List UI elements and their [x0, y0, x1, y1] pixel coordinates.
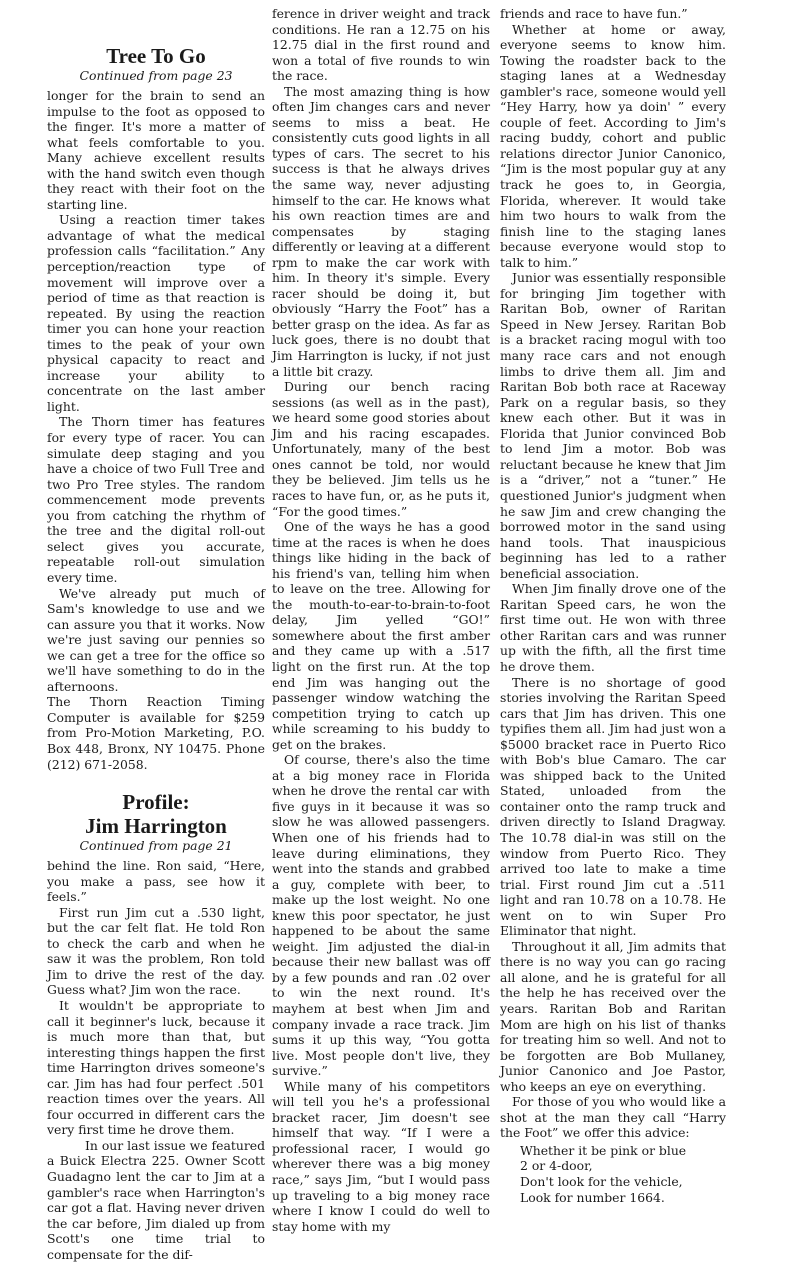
paragraph: Junior was essentially responsible for bringing Jim together with Raritan Bob, owner of Raritan Speed in New Jersey. Raritan Bob is a bracket racing mogul with too many race cars and not enough limbs to drive them all. Jim and Raritan Bob both race at Raceway Park on a regular basis, so they knew each other. But it was in Florida that Junior convinced Bob to lend Jim a motor. Bob was reluctant because he knew that Jim is a “driver,” not a “tuner.” He questioned Junior's judgment when he saw Jim and crew changing the borrowed motor in the sand using hand tools. That inauspicious beginning has led to a rather beneficial association.: [500, 270, 726, 581]
poem-line: Whether it be pink or blue: [520, 1142, 687, 1158]
paragraph: The most amazing thing is how often Jim changes cars and never seems to miss a beat. He consistently cuts good lights in all types of cars. The secret to his success is that he always drives the same way, never adjusting himself to the car. He knows what his own reaction times are and compensates by staging differently or leaving at a different rpm to make the car work with him. In theory it's simple. Every racer should be doing it, but obviously “Harry the Foot” has a better grasp on the idea. As far as luck goes, there is no doubt that Jim Harrington is lucky, if not just a little bit crazy.: [272, 83, 490, 379]
column-2: [272, 6, 490, 1234]
paragraph: Using a reaction timer takes advantage of what the medical profession calls “facilitation.” Any perception/reaction type of movement will improve over a period of time as that reaction is repeated. By using the reaction timer you can hone your reaction times to the peak of your own physical capacity to react and increase your ability to concentrate on the last amber light.: [47, 212, 265, 414]
paragraph: The Thorn Reaction Timing Computer is available for $259 from Pro-Motion Marketing, P.O. Box 448, Bronx, NY 10475. Phone (212) 671-2058.: [47, 694, 265, 772]
paragraph: While many of his competitors will tell you he's a professional bracket racer, Jim doesn't see himself that way. “If I were a professional racer, I would go wherever there was a big money race,” says Jim, “but I would pass up traveling to a big money race where I know I could do well to stay home with my: [272, 1078, 490, 1234]
article-title: Profile:: [122, 790, 190, 815]
paragraph: Of course, there's also the time at a big money race in Florida when he drove the rental car with five guys in it because it was so slow he was allowed passengers. When one of his friends had to leave during eliminations, they went into the stands and grabbed a guy, complete with beer, to make up the lost weight. No one knew this poor spectator, he just happened to be about the same weight. Jim adjusted the dial-in because their new ballast was off by a few pounds and ran .02 over to win the next round. It's mayhem at best when Jim and company invade a race track. Jim sums it up this way, “You gotta live. Most people don't live, they survive.”: [272, 752, 490, 1079]
poem: [500, 1143, 726, 1205]
paragraph: It wouldn't be appropriate to call it beginner's luck, because it is much more than that, but interesting things happen the first time Harrington drives someone's car. Jim has had four perfect .501 reaction times over the years. All four occurred in different cars the very first time he drove them.: [47, 997, 265, 1138]
column-3: [500, 6, 726, 1205]
paragraph: There is no shortage of good stories involving the Raritan Speed cars that Jim has driven. This one typifies them all. Jim had just won a $5000 bracket race in Puerto Rico with Bob's blue Camaro. The car was shipped back to the United Stated, unloaded from the container onto the ramp truck and driven directly to Island Dragway. The 10.78 dial-in was still on the window from Puerto Rico. They arrived too late to make a time trial. First round Jim cut a .511 light and ran 10.78 on a 10.78. He went on to win Super Pro Eliminator that night.: [500, 674, 726, 939]
paragraph: For those of you who would like a shot at the man they call “Harry the Foot” we offer this advice:: [500, 1094, 726, 1141]
poem-line: 2 or 4-door,: [520, 1158, 593, 1174]
paragraph: During our bench racing sessions (as well as in the past), we heard some good stories about Jim and his racing escapades. Unfortunately, many of the best ones cannot be told, nor would they be believed. Jim tells us he races to have fun, or, as he puts it, “For the good times.”: [272, 379, 490, 519]
poem-line: Don't look for the vehicle,: [520, 1174, 683, 1190]
paragraph: In our last issue we featured a Buick Electra 225. Owner Scott Guadagno lent the car to Jim at a gambler's race when Harrington's car got a flat. Having never driven the car before, Jim dialed up from Scott's one time trial to compensate for the dif-: [47, 1137, 266, 1262]
paragraph: longer for the brain to send an impulse to the foot as opposed to the finger. It's more a matter of what feels comfortable to you. Many achieve excellent results with the hand switch even though they react with their foot on the starting line.: [47, 88, 265, 212]
continued-note: Continued from page 23: [79, 68, 233, 83]
paragraph: Throughout it all, Jim admits that there is no way you can go racing all alone, and he is grateful for all the help he has received over the years. Raritan Bob and Raritan Mom are high on his list of thanks for treating him so well. And not to be forgotten are Bob Mullaney, Junior Canonico and Joe Pastor, who keeps an eye on everything.: [500, 938, 726, 1094]
article-subtitle: Jim Harrington: [85, 814, 227, 839]
paragraph: Whether at home or away, everyone seems to know him. Towing the roadster back to the staging lanes at a Wednesday gambler's race, someone would yell “Hey Harry, how ya doin' ” every couple of feet. According to Jim's racing buddy, cohort and public relations director Junior Canonico, “Jim is the most popular guy at any track he goes to, in Georgia, Florida, wherever. It would take him two hours to walk from the finish line to the staging lanes because everyone would stop to talk to him.”: [500, 21, 726, 270]
poem-line: Look for number 1664.: [520, 1189, 665, 1205]
paragraph: One of the ways he has a good time at the races is when he does things like hiding in the back of his friend's van, telling him when to leave on the tree. Allowing for the mouth-to-ear-to-brain-to-foot delay, Jim yelled “GO!” somewhere about the first amber and they came up with a .517 light on the first run. At the top end Jim was hanging out the passenger window watching the competition trying to catch up while screaming to his buddy to get on the brakes.: [272, 519, 490, 752]
paragraph: When Jim finally drove one of the Raritan Speed cars, he won the first time out. He won with three other Raritan cars and was runner up with the fifth, all the first time he drove them.: [500, 581, 726, 674]
paragraph: We've already put much of Sam's knowledge to use and we can assure you that it works. Now we're just saving our pennies so we can get a tree for the office so we'll have something to do in the afternoons.: [47, 585, 265, 694]
continued-note: Continued from page 21: [79, 838, 233, 854]
paragraph: behind the line. Ron said, “Here, you make a pass, see how it feels.”: [47, 858, 265, 905]
paragraph: friends and race to have fun.”: [500, 6, 688, 21]
paragraph: ference in driver weight and track conditions. He ran a 12.75 on his 12.75 dial in the first round and won a total of five rounds to win the race.: [272, 6, 490, 84]
column-1: [47, 44, 265, 1262]
paragraph: First run Jim cut a .530 light, but the car felt flat. He told Ron to check the carb and when he saw it was the problem, Ron told Jim to drive the rest of the day. Guess what? Jim won the race.: [47, 904, 265, 998]
paragraph: The Thorn timer has features for every type of racer. You can simulate deep staging and you have a choice of two Full Tree and two Pro Tree styles. The random commencement mode prevents you from catching the rhythm of the tree and the digital roll-out select gives you accurate, repeatable roll-out simulation every time.: [47, 414, 265, 585]
article-title: Tree To Go: [106, 44, 206, 68]
